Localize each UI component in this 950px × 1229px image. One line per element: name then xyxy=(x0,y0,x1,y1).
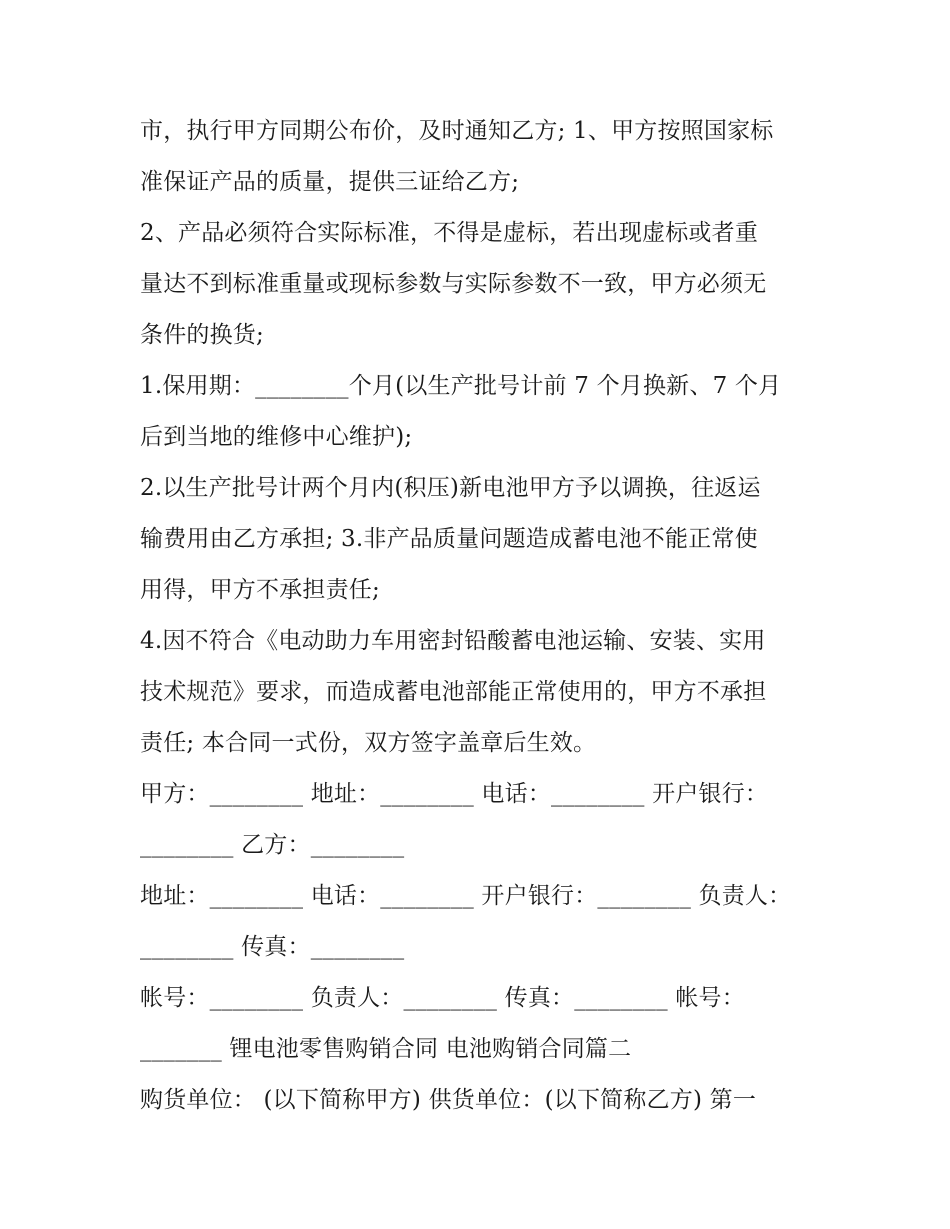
text-line: 输费用由乙方承担; 3.非产品质量问题造成蓄电池不能正常使 xyxy=(140,526,758,552)
text-line: ________ 传真：________ xyxy=(140,934,405,960)
text-line: 2、产品必须符合实际标准，不得是虚标，若出现虚标或者重 xyxy=(140,220,759,246)
text-line: 责任; 本合同一式份，双方签字盖章后生效。 xyxy=(140,730,597,756)
text-line: 2.以生产批号计两个月内(积压)新电池甲方予以调换，往返运 xyxy=(140,475,761,501)
text-line: 购货单位： (以下简称甲方) 供货单位：(以下简称乙方) 第一 xyxy=(140,1087,757,1113)
text-line: 帐号：________ 负责人：________ 传真：________ 帐号： xyxy=(140,985,745,1011)
text-line: 甲方：________ 地址：________ 电话：________ 开户银行： xyxy=(140,781,769,807)
text-line: 地址：________ 电话：________ 开户银行：________ 负责人： xyxy=(140,883,792,909)
text-line: 量达不到标准重量或现标参数与实际参数不一致，甲方必须无 xyxy=(140,271,767,297)
text-line: 后到当地的维修中心维护); xyxy=(140,424,413,450)
text-line: 条件的换货; xyxy=(140,322,264,348)
text-line: 技术规范》要求，而造成蓄电池部能正常使用的，甲方不承担 xyxy=(140,679,767,705)
text-line: 准保证产品的质量，提供三证给乙方; xyxy=(140,169,520,195)
text-line: 4.因不符合《电动助力车用密封铅酸蓄电池运输、安装、实用 xyxy=(140,628,766,654)
text-line: ________ 乙方：________ xyxy=(140,832,405,858)
text-line: 用得，甲方不承担责任; xyxy=(140,577,380,603)
text-line: 1.保用期：________个月(以生产批号计前 7 个月换新、7 个月 xyxy=(140,373,782,399)
contract-body-text xyxy=(140,106,820,1126)
text-line: 市，执行甲方同期公布价，及时通知乙方; 1、甲方按照国家标 xyxy=(140,118,774,144)
text-line: _______ 锂电池零售购销合同 电池购销合同篇二 xyxy=(140,1036,632,1062)
